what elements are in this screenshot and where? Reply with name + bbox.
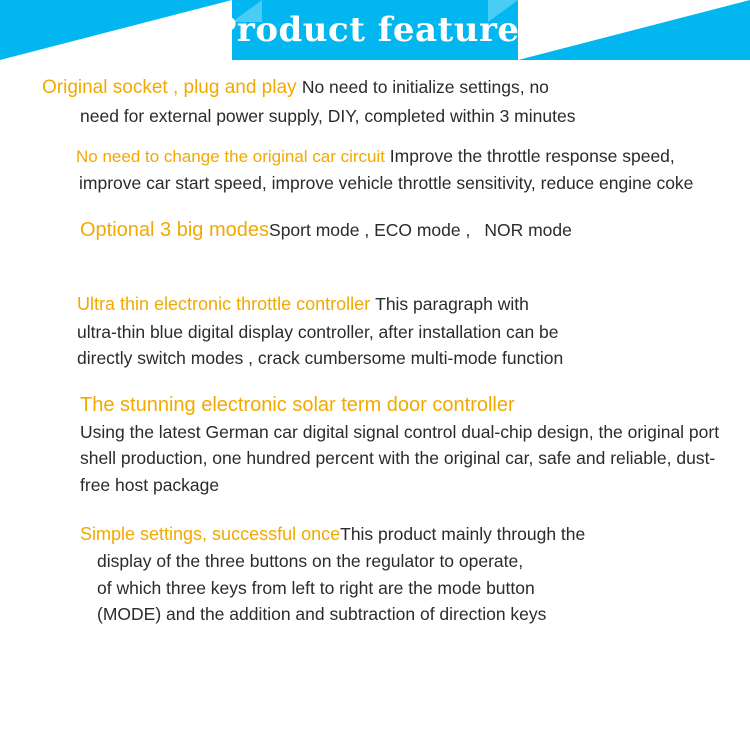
feature-5-lead: The stunning electronic solar term door controller — [80, 393, 515, 416]
feature-6-lead: Simple settings, successful once — [80, 523, 341, 544]
feature-item-3 — [22, 215, 728, 245]
page-header-banner — [0, 0, 750, 60]
page-title: Product features — [210, 10, 540, 50]
feature-6-text — [22, 521, 728, 628]
feature-3-text — [22, 215, 728, 245]
feature-item-1 — [22, 74, 728, 129]
feature-1-lead: Original socket , plug and play — [42, 77, 302, 98]
feature-4-lead: Ultra thin electronic throttle controller — [77, 294, 376, 315]
feature-5-body: Using the latest German car digital signal control dual-chip design, the original port shell production, one hundred percent with the original car, safe and reliable, dust-free host package — [80, 421, 720, 496]
feature-2-text — [22, 143, 728, 196]
feature-1-text — [22, 74, 728, 129]
features-list — [0, 60, 750, 628]
feature-6-body: This product mainly through the — [340, 523, 586, 544]
feature-4-text — [22, 291, 728, 372]
feature-1-body: No need to initialize settings, no — [301, 77, 549, 97]
feature-3-body: Sport mode , ECO mode , — [269, 219, 471, 240]
feature-6-line3: of which three keys from left to right are the mode button — [97, 577, 535, 598]
feature-item-5 — [22, 394, 728, 499]
feature-4-line3: directly switch modes , crack cumbersome multi-mode function — [77, 348, 564, 369]
feature-2-lead: No need to change the original car circuit — [76, 147, 390, 167]
feature-item-6 — [22, 521, 728, 628]
feature-1-line2: need for external power supply, DIY, completed within 3 minutes — [80, 105, 576, 126]
feature-6-line2: display of the three buttons on the regulator to operate, — [97, 550, 524, 571]
feature-4-line2: ultra-thin blue digital display controller, after installation can be — [77, 321, 559, 342]
feature-6-line4: (MODE) and the addition and subtraction of direction keys — [97, 604, 547, 625]
feature-4-body: This paragraph with — [375, 294, 529, 315]
feature-item-4 — [22, 291, 728, 372]
feature-2-body: Improve the throttle response speed, improve car start speed, improve vehicle throttle sensitivity, reduce engine coke — [79, 146, 694, 194]
feature-3-lead: Optional 3 big modes — [80, 218, 270, 241]
feature-item-2 — [22, 143, 728, 196]
feature-3-body2: NOR mode — [484, 219, 572, 240]
